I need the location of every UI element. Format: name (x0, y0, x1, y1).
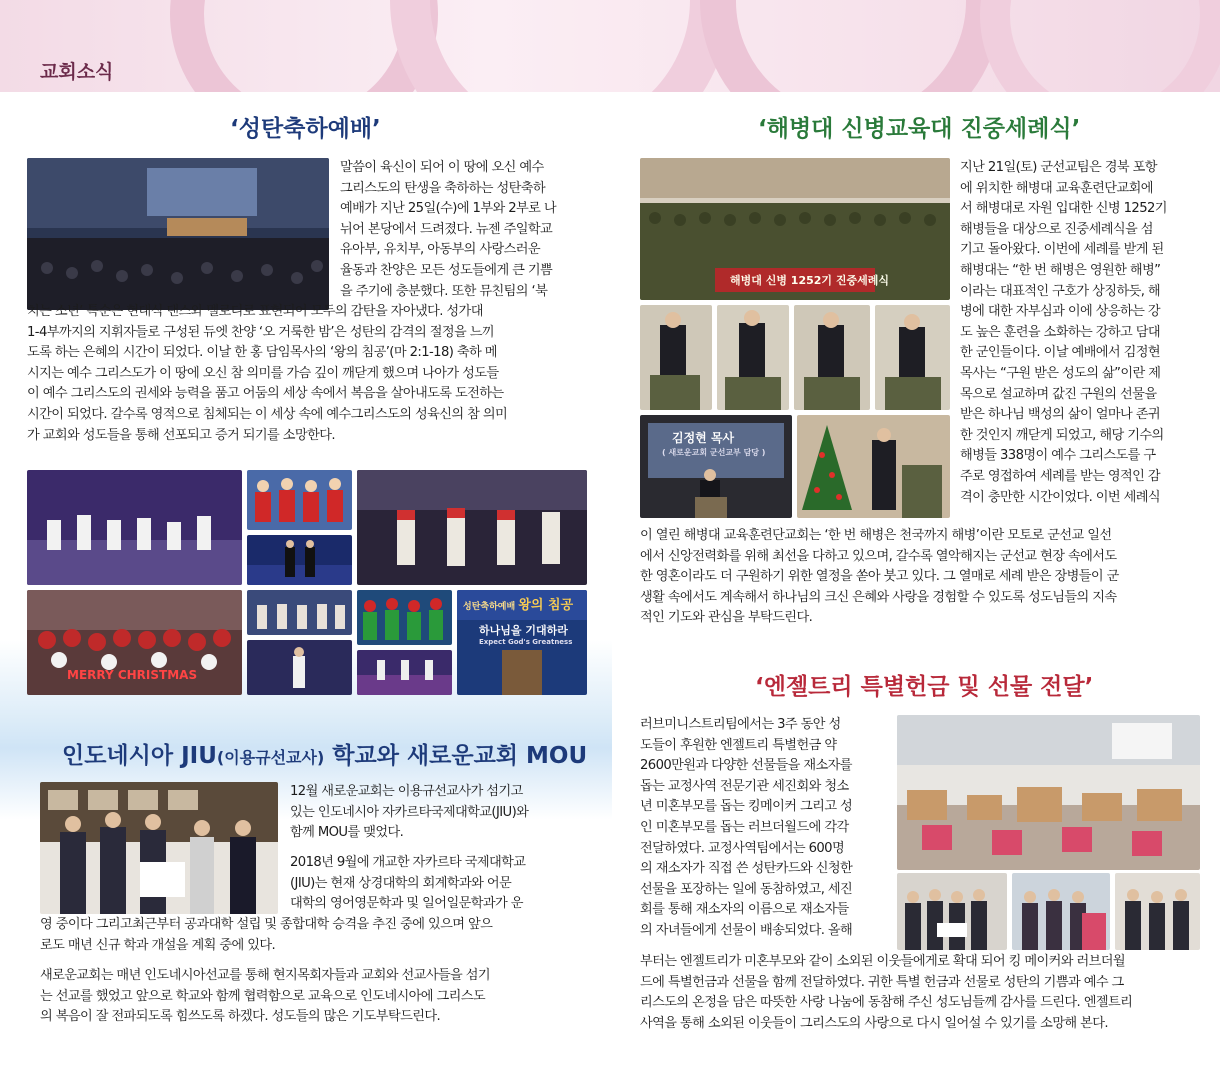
poster-theme-english: Expect God's Greatness (479, 638, 573, 646)
volunteers-group-photo-2 (1012, 873, 1110, 950)
marine-paragraph-bottom: 이 열린 해병대 교육훈련단교회는 ‘한 번 해병은 천국까지 해병’이란 모토로 군선교 일선 에서 신앙전력화를 위해 최선을 다하고 있으며, 갈수록 열악해지는 군선교 현장 속에서도 한 영혼이라도 더 구원하기 위한 열정을 쏟아 붓고 있다. 그 열매로 세례 받은 장병들이 군 생활 속에서도 계속해서 하나님의 크신 은혜와 사랑을 경험할 수 있도록 성도님들의 지속 적인 기도와 관심을 부탁드린다. (640, 528, 1119, 626)
baptism-photo-2 (717, 305, 789, 410)
christmas-paragraph-top: 말씀이 육신이 되어 이 땅에 오신 예수 그리스도의 탄생을 축하하는 성탄축하 예배가 지난 25일(수)에 1부와 2부로 나 뉘어 본당에서 드려졌다. 뉴젠 주일학교 유아부, 유치부, 아동부의 사랑스러운 율동과 찬양은 모든 성도들에게 큰 기쁨 을 주기에 충분했다. 또한 뮤친팀의 ‘북 (340, 160, 557, 299)
marine-paragraph-top: 지난 21일(토) 군선교팀은 경북 포항 에 위치한 해병대 교육훈련단교회에 서 해병대로 자원 입대한 신병 1252기 해병들을 대상으로 진중세례식을 섬 기고 돌아왔다. 이번에 세례를 받게 된 해병대는 “한 번 해병은 영원한 해병” 이라는 대표적인 구호가 상징하듯, 해 병에 대한 자부심과 이에 상응하는 강 도 높은 훈련을 소화하는 강하고 담대 한 군인들이다. 이날 예배에서 김정현 목사는 “구원 받은 성도의 삶”이란 제 목으로 설교하며 값진 구원의 선물을 받은 하나님 백성의 삶이 얼마나 존귀 한 것인지 깨닫게 되었고, 해당 기수의 해병들 338명이 예수 그리스도를 구 주로 영접하여 세례를 받는 영적인 감 격이 충만한 시간이었다. 이번 세례식 (960, 160, 1167, 505)
mou-paragraph-2-full: 영 중이다 그리고최근부터 공과대학 설립 및 종합대학 승격을 추진 중에 있으며 앞으 로도 매년 신규 학과 개설을 계획 중에 있다. (40, 917, 493, 953)
angel-tree-paragraph-bottom: 부터는 엔젤트리가 미혼부모와 같이 소외된 이웃들에게로 확대 되어 킹 메이커와 러브더월 드에 특별헌금과 선물을 함께 전달하였다. 귀한 특별 헌금과 선물로 성탄의 기쁨과 예수 그 리스도의 온정을 담은 따뜻한 사랑 나눔에 동참해 주신 성도님들께 감사를 드린다. 엔젤트리 사역을 통해 소외된 이웃들이 그리스도의 사랑으로 다시 일어설 수 있기를 소망해 본다. (640, 954, 1133, 1031)
christmas-tree-baptism-photo (797, 415, 950, 518)
mou-title: 인도네시아 JIU(이용규선교사) 학교와 새로운교회 MOU (62, 743, 588, 769)
merry-christmas-sign: MERRY CHRISTMAS (67, 668, 198, 682)
dance-team-photo (357, 470, 587, 585)
mou-paragraph-1: 12월 새로운교회는 이용규선교사가 섬기고 있는 인도네시아 자카르타국제대학교(JIU)와 함께 MOU를 맺었다. (290, 784, 529, 841)
kids-choir-photo (27, 470, 242, 585)
gift-boxes-photo (897, 715, 1200, 870)
pastor-sign-name: 김정현 목사 (672, 431, 735, 445)
mou-signing-photo (40, 782, 278, 914)
christmas-title: ‘성탄축하예배’ (230, 116, 381, 142)
decorative-circle (980, 0, 1220, 92)
marine-baptism-group-photo (640, 158, 950, 300)
pastor-sign-sub: ( 새로운교회 군선교부 담당 ) (662, 448, 766, 457)
choir-purple-photo (357, 650, 452, 695)
duet-singers-photo (247, 535, 352, 585)
mou-paragraph-3: 새로운교회는 매년 인도네시아선교를 통해 현지목회자들과 교회와 선교사들을 섬기 는 선교를 했었고 앞으로 학교와 함께 협력함으로 교육으로 인도네시아에 그리스도 의 복음이 잘 전파되도록 힘쓰도록 하겠다. 성도들의 많은 기도부탁드린다. (40, 968, 491, 1025)
section-label: 교회소식 (40, 61, 114, 83)
poster-theme: 하나님을 기대하라 (479, 624, 568, 637)
baptism-photo-1 (640, 305, 712, 410)
baptism-photo-4 (875, 305, 950, 410)
angel-tree-paragraph-top: 러브미니스트리팀에서는 3주 동안 성 도들이 후원한 엔젤트리 특별헌금 약 2600만원과 다양한 선물들을 재소자를 돕는 교정사역 전문기관 세진회와 청소 년 미혼부모를 돕는 킹메이커 그리고 성 인 미혼부모를 돕는 러브더월드에 각각 전달하였다. 교정사역팀에서는 600명 의 재소자가 직접 쓴 성탄카드와 신청한 선물을 포장하는 일에 동참하였고, 세진 회를 통해 재소자의 이름으로 재소자들 의 자녀들에게 선물이 배송되었다. 올해 (640, 717, 853, 938)
baptism-photo-3 (794, 305, 870, 410)
decorative-circle (700, 0, 1002, 92)
christmas-worship-photo (27, 158, 329, 310)
decorative-circle (390, 0, 730, 92)
marine-title: ‘해병대 신병교육대 진중세례식’ (758, 116, 1081, 142)
group-merry-christmas-photo (27, 590, 242, 695)
sermon-poster-photo (457, 590, 587, 695)
marine-banner: 해병대 신병 1252기 진중세례식 (730, 274, 889, 287)
volunteers-group-photo-1 (897, 873, 1007, 950)
children-red-costume-photo (247, 470, 352, 530)
kids-green-costume-photo (357, 590, 452, 645)
angel-tree-title: ‘엔젤트리 특별헌금 및 선물 전달’ (755, 674, 1094, 700)
praise-team-photo (247, 590, 352, 635)
mou-paragraph-2-right: 2018년 9월에 개교한 자카르타 국제대학교 (JIU)는 현재 상경대학의 회계학과와 어문 대학의 영어영문학과 및 일어일문학과가 운 (290, 855, 526, 912)
volunteers-group-photo-3 (1115, 873, 1200, 950)
christmas-paragraph-bottom: 치는 소년’ 특순은 현대식 댄스와 멜로디로 표현되어 모두의 감탄을 자아냈다. 성가대 1-4부까지의 지휘자들로 구성된 듀엣 찬양 ‘오 거룩한 밤’은 성탄의 감격의 절정을 느끼 도록 하는 은혜의 시간이 되었다. 이날 한 홍 담임목사의 ‘왕의 침공’(마 2:1-18) 축하 메 시지는 예수 그리스도가 이 땅에 오신 참 의미를 가슴 깊이 깨닫게 했으며 나아가 성도들 이 예수 그리스도의 권세와 능력을 품고 어둠의 세상 속에서 복음을 살아내도록 도전하는 시간이 되었다. 갈수록 영적으로 침체되는 이 세상 속에 예수그리스도의 성육신의 참 의미 가 교회와 성도들을 통해 선포되고 증거 되기를 소망한다. (27, 304, 508, 443)
soloist-photo (247, 640, 352, 695)
page-header-band (0, 0, 1220, 92)
poster-service-name: 성탄축하예배 왕의 침공 (463, 598, 574, 613)
pastor-preaching-photo (640, 415, 792, 518)
